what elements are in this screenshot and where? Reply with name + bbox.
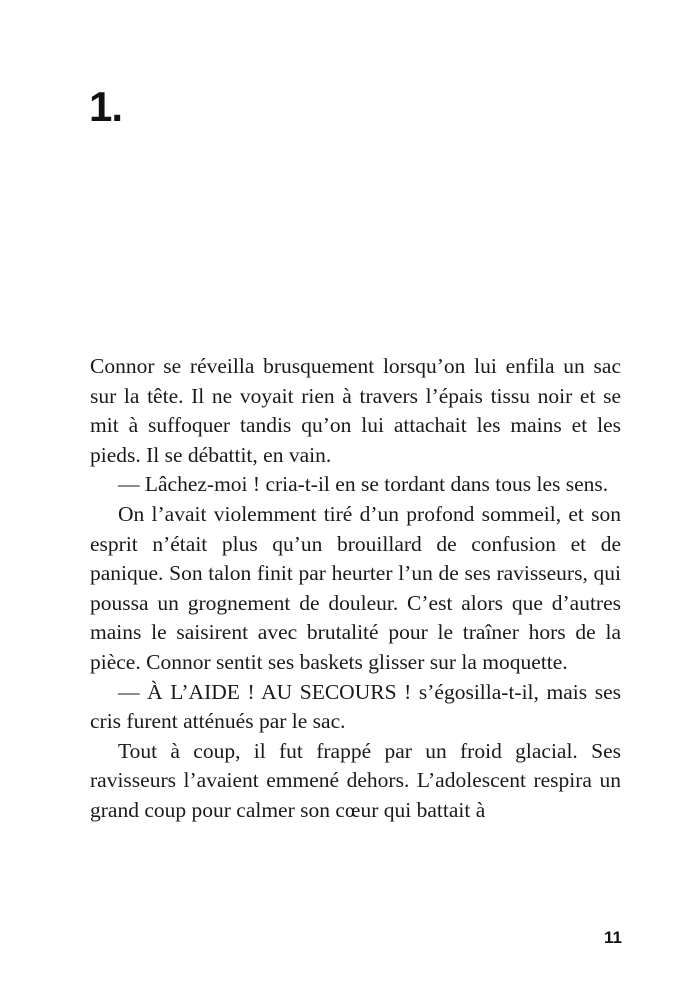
paragraph: — À L’AIDE ! AU SECOURS ! s’égosilla-t-il, mais ses cris furent atténués par le sac.: [90, 679, 621, 734]
paragraph: Connor se réveilla brusquement lorsqu’on lui enfila un sac sur la tête. Il ne voyait rien à travers l’épais tissu noir et se mit à suffoquer tandis qu’on lui attachait les mains et les pieds. Il se débattit, en vain.: [90, 354, 621, 467]
paragraph: — Lâchez-moi ! cria-t-il en se tordant dans tous les sens.: [118, 472, 609, 497]
chapter-number: 1.: [89, 83, 123, 130]
paragraph: On l’avait violemment tiré d’un profond sommeil, et son esprit n’était plus qu’un brouillard de confusion et de panique. Son talon finit par heurter l’un de ses ravisseurs, qui poussa un grognement de douleur. C’est alors que d’autres mains le saisirent avec brutalité pour le traîner hors de la pièce. Connor sentit ses baskets glisser sur la moquette.: [90, 501, 621, 674]
body-text: [90, 352, 621, 826]
paragraph: Tout à coup, il fut frappé par un froid glacial. Ses ravisseurs l’avaient emmené dehors. L’adolescent respira un grand coup pour calmer son cœur qui battait à: [90, 738, 621, 822]
page-number: 11: [604, 928, 622, 947]
